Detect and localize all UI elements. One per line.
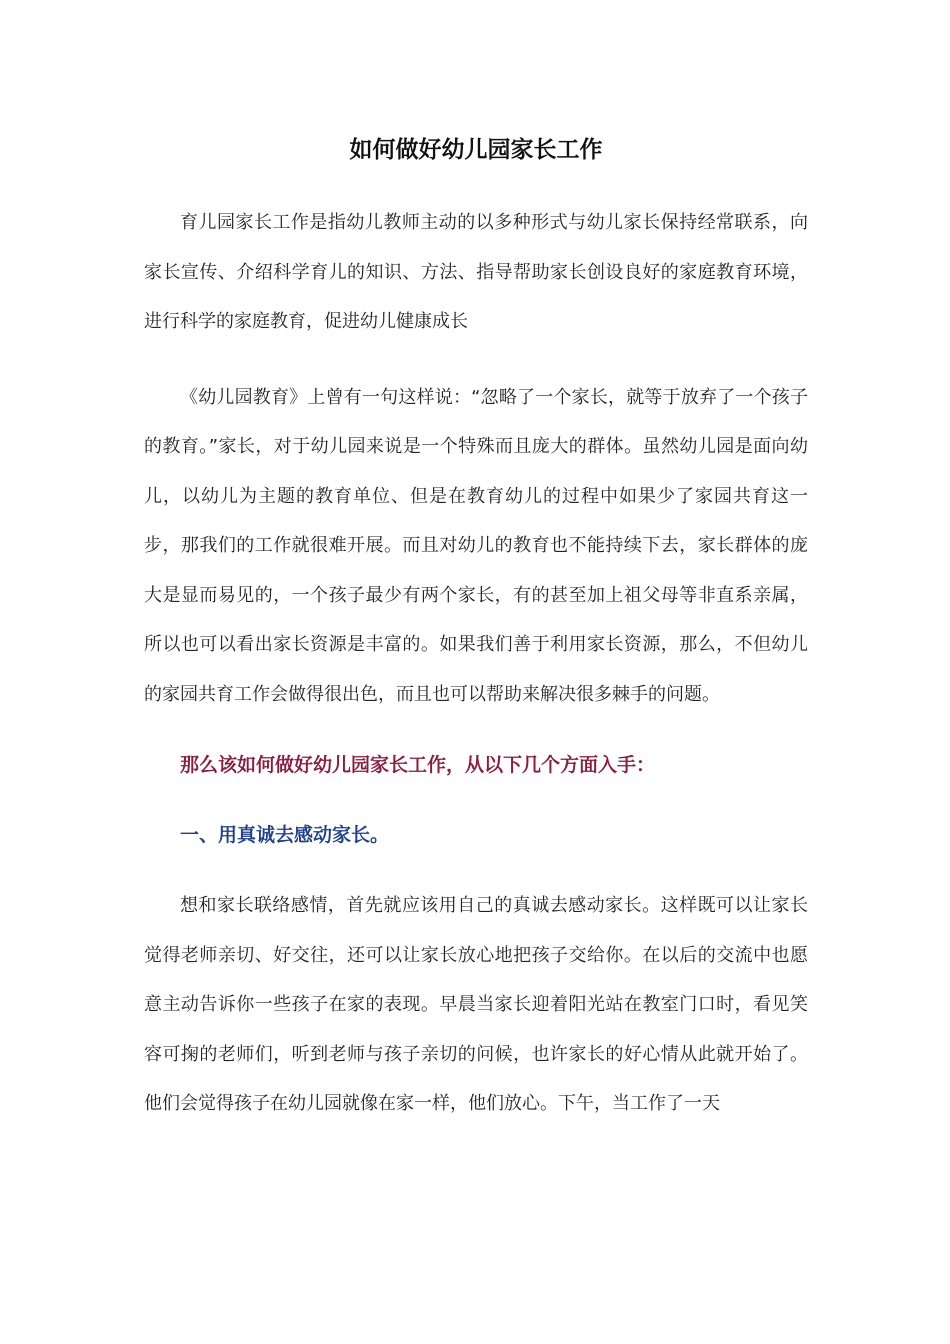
document-content [144,128,808,1155]
document-title: 如何做好幼儿园家长工作 [349,137,603,163]
paragraph-intro: 育儿园家长工作是指幼儿教师主动的以多种形式与幼儿家长保持经常联系，向家长宣传、介绍科学育儿的知识、方法、指导帮助家长创设良好的家庭教育环境，进行科学的家庭教育，促进幼儿健康成长 [144,212,808,332]
section-main-heading: 那么该如何做好幼儿园家长工作，从以下几个方面入手： [180,754,656,776]
paragraph-section-1: 想和家长联络感情，首先就应该用自己的真诚去感动家长。这样既可以让家长觉得老师亲切、好交往，还可以让家长放心地把孩子交给你。在以后的交流中也愿意主动告诉你一些孩子在家的表现。早晨当家长迎着阳光站在教室门口时，看见笑容可掬的老师们，听到老师与孩子亲切的问候，也许家长的好心情从此就开始了。他们会觉得孩子在幼儿园就像在家一样，他们放心。下午，当工作了一天 [144,895,808,1114]
section-heading-1: 一、用真诚去感动家长。 [180,824,390,846]
paragraph-quote: 《幼儿园教育》上曾有一句这样说：“忽略了一个家长，就等于放弃了一个孩子的教育。”家长，对于幼儿园来说是一个特殊而且庞大的群体。虽然幼儿园是面向幼儿，以幼儿为主题的教育单位、但是在教育幼儿的过程中如果少了家园共育这一步，那我们的工作就很难开展。而且对幼儿的教育也不能持续下去，家长群体的庞大是显而易见的，一个孩子最少有两个家长，有的甚至加上祖父母等非直系亲属，所以也可以看出家长资源是丰富的。如果我们善于利用家长资源，那么，不但幼儿的家园共育工作会做得很出色，而且也可以帮助来解决很多棘手的问题。 [144,386,808,705]
